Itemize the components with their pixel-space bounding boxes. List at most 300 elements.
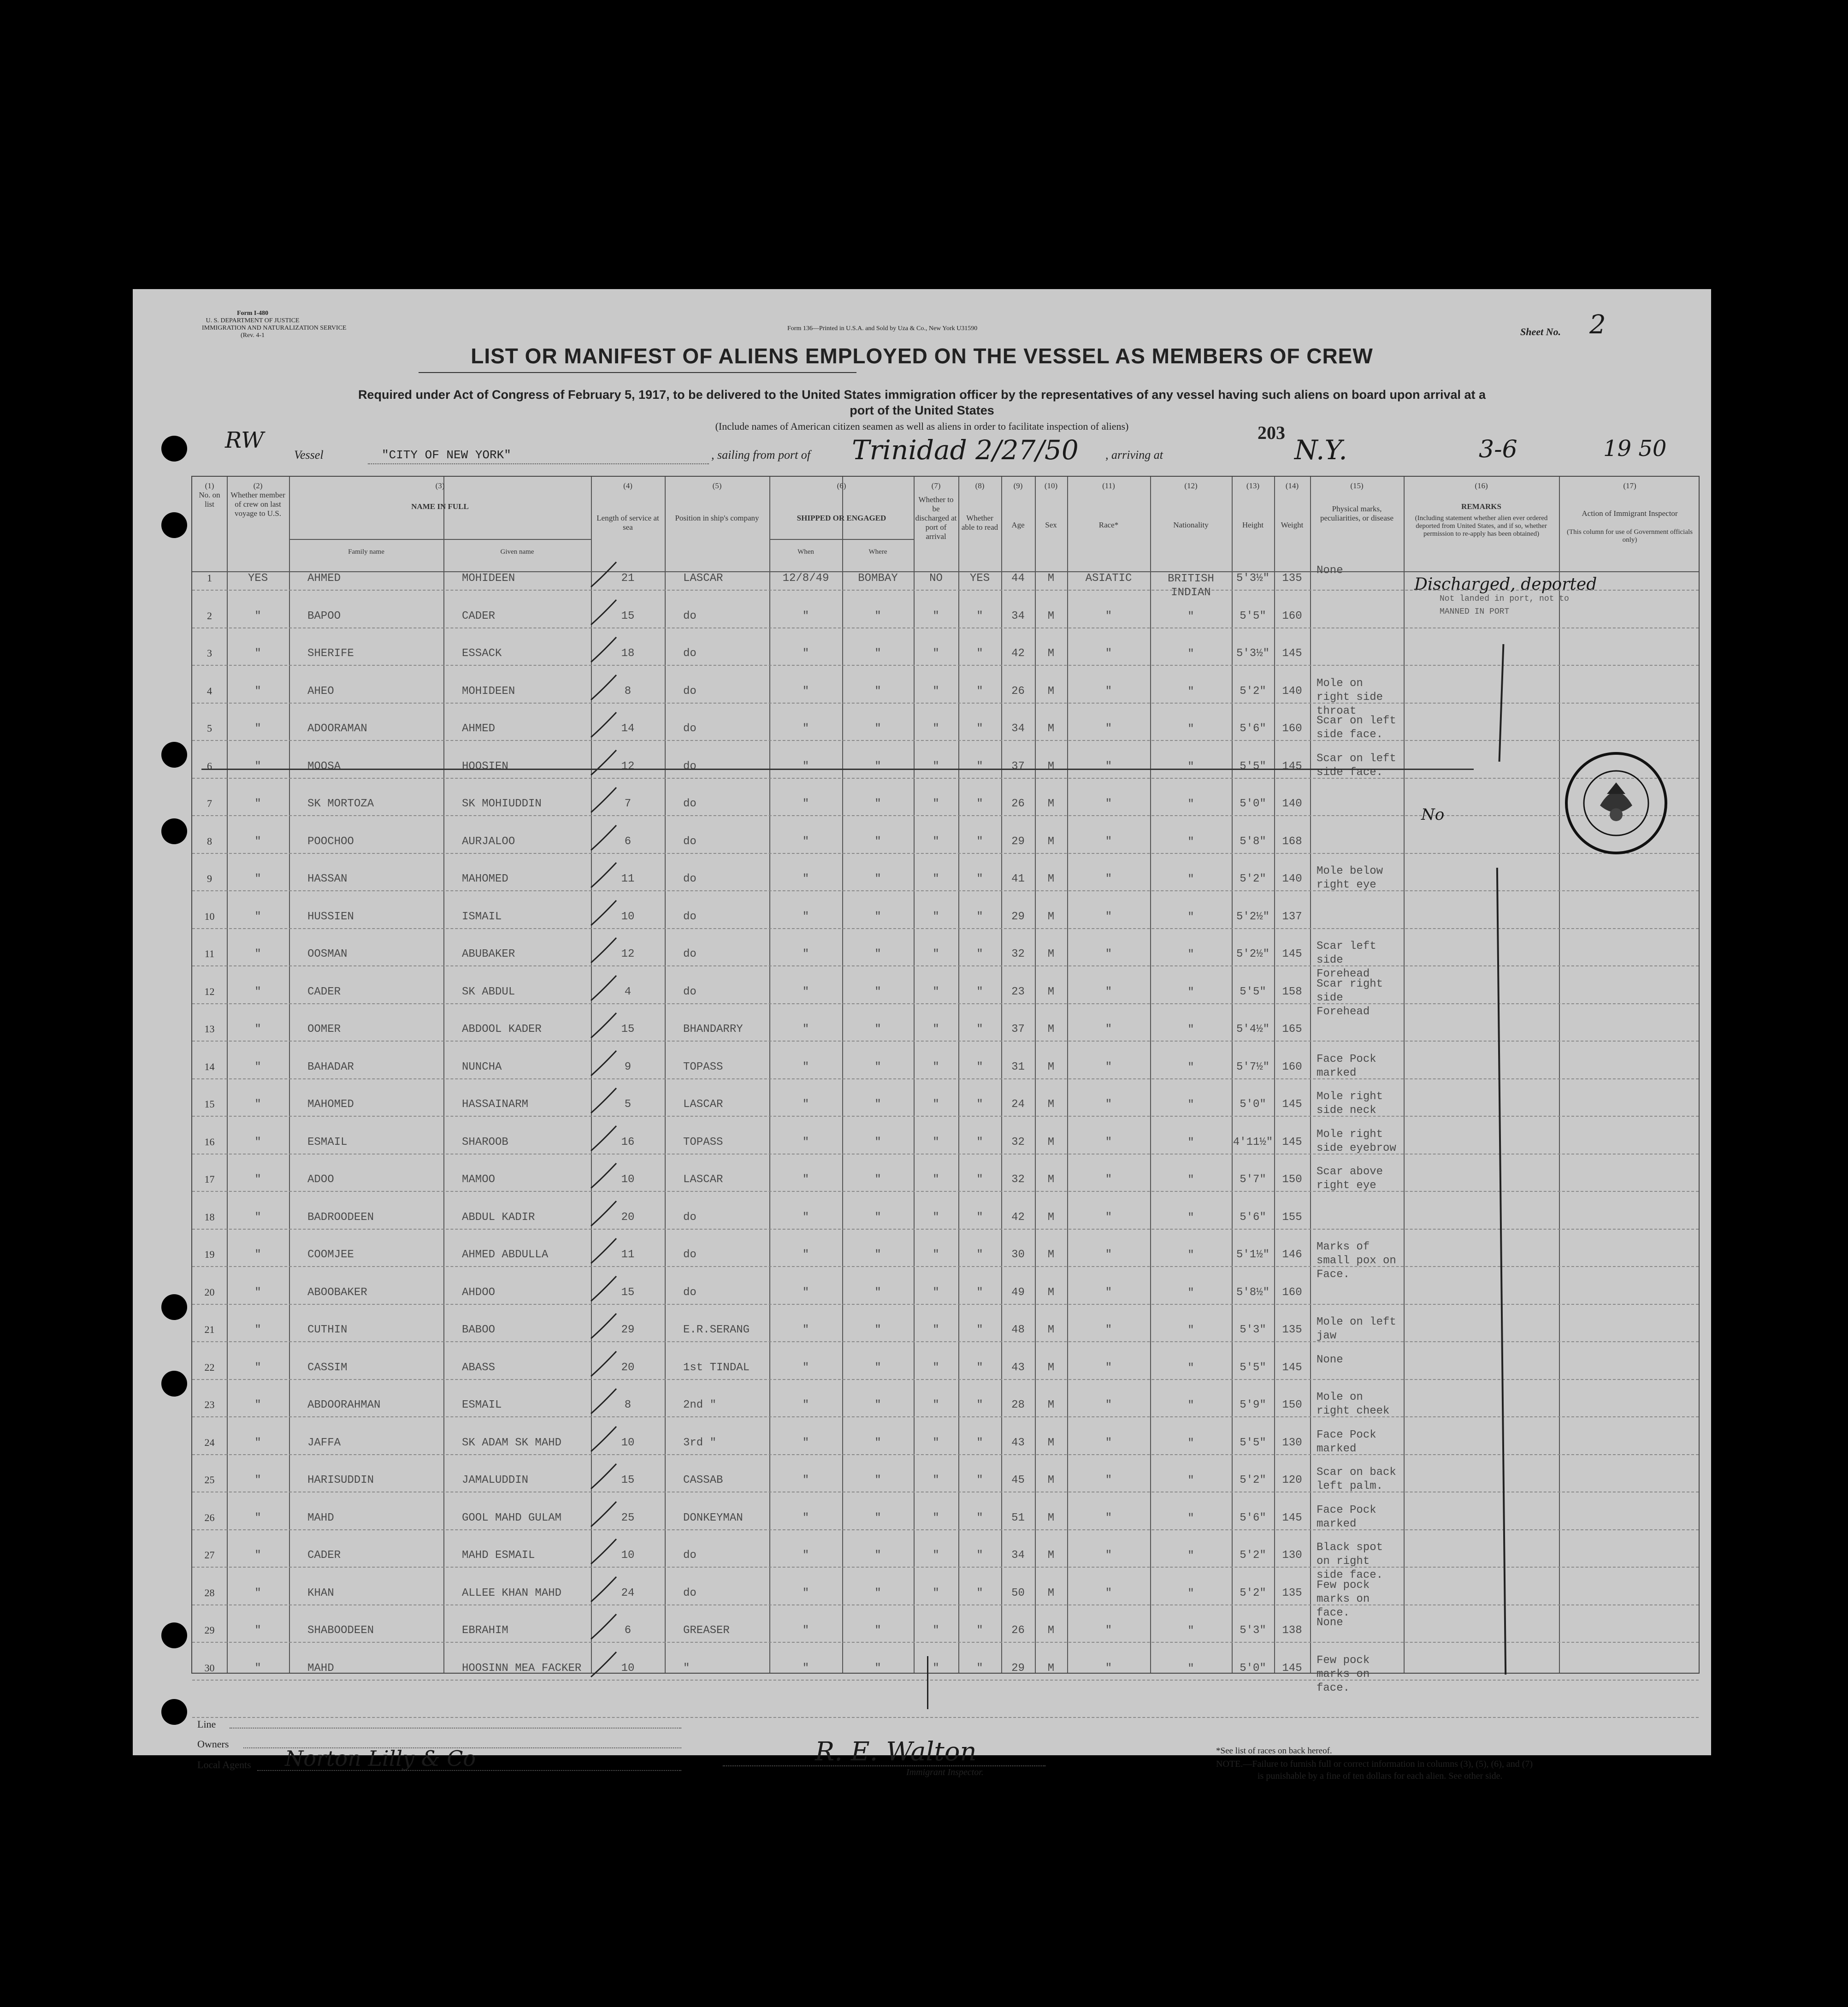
table-cell-nat: BRITISH INDIAN [1168,573,1214,599]
table-row [192,1466,1700,1512]
remarks-no: No [1421,805,1445,824]
table-cell-position: do [683,760,697,773]
table-cell-race: " [1105,1399,1112,1411]
table-cell-service: 6 [624,1624,632,1637]
table-cell-marks: Scar right side Forehead [1317,977,1383,1018]
agents-value: Norton Lilly & Co [285,1746,476,1771]
column-number: (9) [1013,481,1023,490]
table-cell-disch: " [933,1023,939,1036]
form-id-block [202,310,347,339]
table-cell-when: " [802,1023,809,1036]
table-cell-disch: " [933,1136,939,1149]
table-cell-height: 5'0" [1240,1098,1266,1111]
table-cell-crew: " [254,873,261,885]
table-cell-age: 29 [1011,1662,1025,1675]
table-cell-height: 5'7" [1240,1173,1266,1186]
table-cell-height: 5'1½" [1236,1249,1269,1261]
table-cell-weight: 138 [1282,1624,1302,1637]
stamp-seal-icon [1563,750,1669,856]
check-mark-icon [589,1348,621,1380]
table-cell-weight: 130 [1282,1549,1302,1562]
table-cell-disch: " [933,835,939,848]
table-cell-height: 5'8½" [1236,1286,1269,1299]
table-cell-nat: " [1187,1286,1194,1299]
table-cell-disch: " [933,1399,939,1411]
table-row [192,977,1700,1024]
column-number: (2) [253,481,263,490]
table-cell-marks: None [1317,1616,1343,1629]
table-cell-no: 1 [207,572,212,584]
table-row [192,715,1700,760]
table-cell-service: 15 [621,610,635,622]
table-cell-position: 2nd " [683,1399,717,1411]
table-cell-crew: " [254,647,261,660]
table-cell-race: " [1105,1098,1112,1111]
arrival-date: 3-6 [1479,436,1517,463]
table-cell-read: " [976,1624,983,1637]
punch-hole [161,1699,187,1725]
required-line-2: port of the United States [850,403,994,417]
table-cell-height: 5'2" [1240,1587,1266,1599]
table-cell-when: " [802,798,809,810]
column-header: NAME IN FULL [411,502,469,511]
column-number: (12) [1184,481,1198,490]
table-cell-crew: " [254,1662,261,1675]
table-cell-when: " [802,1436,809,1449]
table-cell-race: " [1105,1324,1112,1336]
table-cell-read: " [976,1211,983,1224]
table-cell-when: " [802,873,809,885]
table-cell-read: " [976,1511,983,1524]
table-cell-nat: " [1187,723,1194,735]
table-cell-sex: M [1047,1211,1055,1224]
table-cell-sex: M [1047,1662,1055,1675]
table-cell-where: " [874,1211,881,1224]
table-cell-read: " [976,610,983,622]
column-subheader: Given name [500,548,534,556]
table-cell-where: " [874,1173,881,1186]
table-cell-weight: 146 [1282,1249,1302,1261]
table-row [192,752,1700,798]
table-cell-weight: 140 [1282,685,1302,698]
service: IMMIGRATION AND NATURALIZATION SERVICE [202,325,347,332]
table-cell-family: COOMJEE [307,1249,354,1261]
table-row [192,865,1700,911]
table-cell-family: ESMAIL [307,1136,348,1149]
column-subheader: Where [868,548,887,556]
table-cell-given: SHAROOB [462,1136,508,1149]
table-cell-given: GOOL MAHD GULAM [462,1511,562,1524]
table-cell-when: " [802,835,809,848]
column-number: (16) [1475,481,1488,490]
table-cell-sex: M [1047,985,1055,998]
table-cell-weight: 145 [1282,1511,1302,1524]
punch-hole [161,1371,187,1397]
agents-label: Local Agents [197,1759,251,1770]
table-cell-disch: " [933,760,939,773]
table-cell-height: 5'3½" [1236,572,1269,585]
table-cell-where: " [874,1286,881,1299]
table-cell-position: do [683,1249,697,1261]
table-cell-when: " [802,1098,809,1111]
table-cell-age: 51 [1011,1511,1025,1524]
table-cell-disch: " [933,685,939,698]
table-cell-nat: " [1187,1625,1194,1637]
table-cell-position: do [683,1587,697,1599]
table-cell-no: 24 [204,1436,215,1448]
punch-hole [161,1622,187,1648]
note-line-2: is punishable by a fine of ten dollars for each alien. See other side. [1258,1771,1503,1781]
column-header: SHIPPED OR ENGAGED [797,514,886,522]
table-cell-no: 10 [204,910,215,922]
table-cell-race: " [1105,647,1112,660]
table-cell-age: 45 [1011,1474,1025,1486]
table-cell-weight: 135 [1282,572,1302,585]
table-cell-height: 5'6" [1240,1211,1266,1224]
table-row [192,1211,1700,1249]
table-cell-where: " [874,1549,881,1562]
table-cell-given: ESSACK [462,647,502,660]
table-cell-read: " [976,948,983,960]
consulate-stamp [1563,750,1669,856]
table-cell-given: ESMAIL [462,1399,502,1411]
discharge-tick-line [927,1656,928,1709]
table-cell-nat: " [1187,948,1194,961]
table-cell-no: 26 [204,1511,215,1523]
table-cell-service: 10 [621,1173,635,1186]
table-cell-service: 10 [621,910,635,923]
table-cell-position: BHANDARRY [683,1023,743,1036]
form-number: Form I-480 [236,310,269,317]
table-cell-disch: " [933,1324,939,1336]
table-cell-family: CUTHIN [307,1324,348,1336]
column-header: Physical marks, peculiarities, or disease [1320,504,1394,522]
table-cell-height: 5'3" [1240,1624,1266,1637]
row-rule [192,1717,1699,1718]
table-cell-where: " [874,760,881,773]
table-cell-given: EBRAHIM [462,1624,508,1637]
table-cell-no: 25 [204,1474,215,1486]
table-cell-service: 12 [621,760,635,773]
table-cell-height: 5'5" [1240,760,1266,773]
department: U. S. DEPARTMENT OF JUSTICE [206,317,300,324]
vessel-dots [368,463,709,464]
table-cell-sex: M [1047,1286,1055,1299]
table-cell-given: ABDUL KADIR [462,1211,535,1224]
table-cell-height: 5'2" [1240,1474,1266,1486]
arriving-port: N.Y. [1294,434,1347,466]
punch-hole [161,1294,187,1320]
table-cell-weight: 145 [1282,647,1302,660]
table-cell-position: do [683,910,697,923]
table-cell-position: LASCAR [683,572,723,585]
table-cell-position: LASCAR [683,1098,723,1111]
table-cell-position: E.R.SERANG [683,1324,750,1336]
table-cell-read: " [976,1136,983,1149]
table-cell-sex: M [1047,873,1055,885]
table-cell-service: 5 [624,1098,632,1111]
printer-line: Form 136—Printed in U.S.A. and Sold by Uza & Co., New York U31590 [787,325,978,332]
table-cell-read: " [976,760,983,773]
table-cell-crew: YES [248,572,268,585]
table-cell-service: 10 [621,1549,635,1562]
table-cell-crew: " [254,1173,261,1186]
line-dots [230,1728,681,1729]
table-cell-crew: " [254,1474,261,1486]
column-header: REMARKS [1461,502,1501,511]
table-cell-where: " [874,1060,881,1073]
table-cell-height: 5'2" [1240,685,1266,698]
table-cell-age: 32 [1011,1136,1025,1149]
table-cell-family: OOSMAN [307,948,348,960]
table-cell-disch: " [933,910,939,923]
table-cell-when: " [802,1136,809,1149]
table-cell-where: BOMBAY [858,572,898,585]
table-cell-no: 15 [204,1098,215,1110]
table-cell-race: " [1105,1249,1112,1261]
table-cell-disch: " [933,1549,939,1562]
table-cell-age: 34 [1011,1549,1025,1562]
table-cell-read: " [976,1474,983,1486]
table-cell-read: " [976,722,983,735]
table-cell-sex: M [1047,948,1055,960]
table-cell-read: " [976,1173,983,1186]
table-cell-sex: M [1047,1399,1055,1411]
table-cell-crew: " [254,1286,261,1299]
table-cell-disch: " [933,873,939,885]
column-header: Race* [1098,521,1119,529]
table-cell-race: " [1105,722,1112,735]
check-mark-icon [589,1385,621,1417]
column-header: Length of service at sea [596,514,659,532]
table-cell-where: " [874,1474,881,1486]
table-cell-family: BAPOO [307,610,341,622]
table-cell-position: do [683,685,697,698]
required-line-1: Required under Act of Congress of February 5, 1917, to be delivered to the United States immigration officer by the representatives of any vessel having such aliens on board upon arrival at a [358,388,1486,402]
table-cell-when: " [802,1060,809,1073]
table-cell-given: MAMOO [462,1173,496,1186]
table-cell-sex: M [1047,722,1055,735]
table-cell-sex: M [1047,572,1055,585]
table-cell-marks: Few pock marks on face. [1317,1579,1370,1619]
table-cell-sex: M [1047,1474,1055,1486]
table-cell-weight: 145 [1282,1361,1302,1374]
column-header: Height [1242,521,1264,529]
column-header: No. on list [199,491,220,509]
table-cell-height: 5'9" [1240,1399,1266,1411]
check-mark-icon [589,897,621,929]
table-cell-when: " [802,1662,809,1675]
table-cell-service: 10 [621,1662,635,1675]
table-cell-family: MOOSA [307,760,341,773]
table-cell-weight: 140 [1282,798,1302,810]
table-cell-no: 13 [204,1023,215,1035]
table-cell-service: 15 [621,1286,635,1299]
column-number: (10) [1044,481,1058,490]
table-cell-read: " [976,647,983,660]
table-cell-service: 12 [621,948,635,960]
table-cell-nat: " [1187,1136,1194,1149]
table-cell-marks: Mole below right eye [1317,865,1383,891]
table-cell-crew: " [254,835,261,848]
inspector-label: Immigrant Inspector. [906,1767,984,1777]
crew-table [191,476,1700,1694]
table-cell-given: HOOSIEN [462,760,508,773]
table-cell-nat: " [1187,1061,1194,1074]
table-cell-position: " [683,1662,690,1675]
table-cell-given: ABUBAKER [462,948,515,960]
table-cell-given: ALLEE KHAN MAHD [462,1587,562,1599]
table-cell-given: ISMAIL [462,910,502,923]
table-cell-sex: M [1047,610,1055,622]
table-cell-disch: " [933,1361,939,1374]
table-cell-family: ADOORAMAN [307,722,367,735]
table-cell-sex: M [1047,1324,1055,1336]
table-cell-read: " [976,798,983,810]
table-cell-family: HASSAN [307,873,348,885]
table-row [192,1541,1700,1587]
check-mark-icon [589,671,621,704]
table-row [192,1428,1700,1474]
table-cell-disch: " [933,1060,939,1073]
column-number: (14) [1285,481,1299,490]
column-number: (1) [205,481,214,490]
initials: RW [225,427,264,453]
table-cell-position: do [683,873,697,885]
table-cell-when: " [802,910,809,923]
table-cell-weight: 160 [1282,722,1302,735]
table-cell-no: 11 [204,948,215,959]
table-cell-when: " [802,647,809,660]
table-cell-disch: " [933,1286,939,1299]
check-mark-icon [589,1047,621,1079]
column-header: Age [1011,521,1025,529]
table-cell-given: AURJALOO [462,835,515,848]
agents-dots [257,1770,681,1771]
table-cell-when: " [802,1549,809,1562]
table-cell-position: do [683,948,697,960]
table-row [192,1316,1700,1362]
table-cell-when: " [802,1211,809,1224]
table-cell-service: 20 [621,1211,635,1224]
table-cell-age: 43 [1011,1361,1025,1374]
table-cell-disch: " [933,1173,939,1186]
table-cell-no: 28 [204,1587,215,1598]
table-cell-age: 44 [1011,572,1025,585]
table-cell-where: " [874,1436,881,1449]
table-cell-no: 7 [207,798,212,809]
table-cell-service: 20 [621,1361,635,1374]
table-cell-weight: 145 [1282,1136,1302,1149]
check-mark-icon [589,1273,621,1305]
table-row [192,1579,1700,1625]
table-cell-height: 5'6" [1240,1511,1266,1524]
table-row [192,940,1700,986]
column-header: Position in ship's company [675,514,759,522]
table-row [192,1353,1700,1399]
table-cell-race: " [1105,798,1112,810]
table-cell-nat: " [1187,610,1194,623]
table-cell-weight: 137 [1282,910,1302,923]
punch-hole [161,512,187,538]
table-cell-weight: 120 [1282,1474,1302,1486]
table-cell-where: " [874,910,881,923]
check-mark-icon [589,822,621,854]
table-cell-when: 12/8/49 [782,572,829,585]
table-cell-weight: 145 [1282,1662,1302,1675]
column-subheader: Family name [348,548,384,556]
table-cell-race: " [1105,985,1112,998]
document-title: LIST OR MANIFEST OF ALIENS EMPLOYED ON THE VESSEL AS MEMBERS OF CREW [471,344,1373,368]
table-cell-given: MAHD ESMAIL [462,1549,535,1562]
table-cell-read: YES [969,572,990,585]
table-cell-family: HUSSIEN [307,910,354,923]
table-cell-service: 24 [621,1587,635,1599]
table-cell-race: " [1105,610,1112,622]
table-cell-where: " [874,1624,881,1637]
table-cell-crew: " [254,1060,261,1073]
table-cell-when: " [802,685,809,698]
table-cell-crew: " [254,1511,261,1524]
table-cell-service: 15 [621,1023,635,1036]
table-cell-read: " [976,835,983,848]
table-cell-age: 26 [1011,685,1025,698]
check-mark-icon [589,1535,621,1568]
table-cell-weight: 140 [1282,873,1302,885]
table-cell-given: HOOSINN MEA FACKER [462,1662,582,1675]
table-cell-position: do [683,1286,697,1299]
column-subheader: When [797,548,814,556]
table-cell-race: " [1105,1023,1112,1036]
table-cell-position: do [683,798,697,810]
check-mark-icon [589,1573,621,1605]
table-cell-marks: Mole on right cheek [1317,1391,1390,1417]
table-cell-weight: 160 [1282,610,1302,622]
table-cell-no: 30 [204,1662,215,1674]
table-cell-family: JAFFA [307,1436,341,1449]
table-cell-marks: Mole right side neck [1317,1090,1383,1117]
table-cell-family: HARISUDDIN [307,1474,374,1486]
table-cell-crew: " [254,722,261,735]
table-cell-race: " [1105,1624,1112,1637]
table-cell-nat: " [1187,1024,1194,1036]
table-cell-family: MAHD [307,1511,334,1524]
column-number: (5) [712,481,722,490]
table-cell-weight: 158 [1282,985,1302,998]
table-cell-read: " [976,985,983,998]
table-cell-read: " [976,1399,983,1411]
column-header: Sex [1045,521,1057,529]
table-cell-race: " [1105,1436,1112,1449]
table-cell-when: " [802,1587,809,1599]
vessel-label: Vessel [294,448,324,462]
column-number: (8) [975,481,985,490]
table-cell-no: 27 [204,1549,215,1561]
table-cell-age: 32 [1011,948,1025,960]
table-cell-service: 21 [621,572,635,585]
table-cell-where: " [874,1136,881,1149]
table-cell-where: " [874,835,881,848]
table-cell-height: 5'4½" [1236,1023,1269,1036]
table-cell-where: " [874,873,881,885]
table-cell-where: " [874,1249,881,1261]
inspector-signature: R. E. Walton [815,1737,977,1767]
table-cell-no: 3 [207,647,212,659]
column-header: Action of Immigrant Inspector [1582,509,1678,518]
column-header: Whether able to read [961,514,998,532]
table-cell-nat: " [1187,835,1194,848]
table-cell-nat: " [1187,1437,1194,1450]
